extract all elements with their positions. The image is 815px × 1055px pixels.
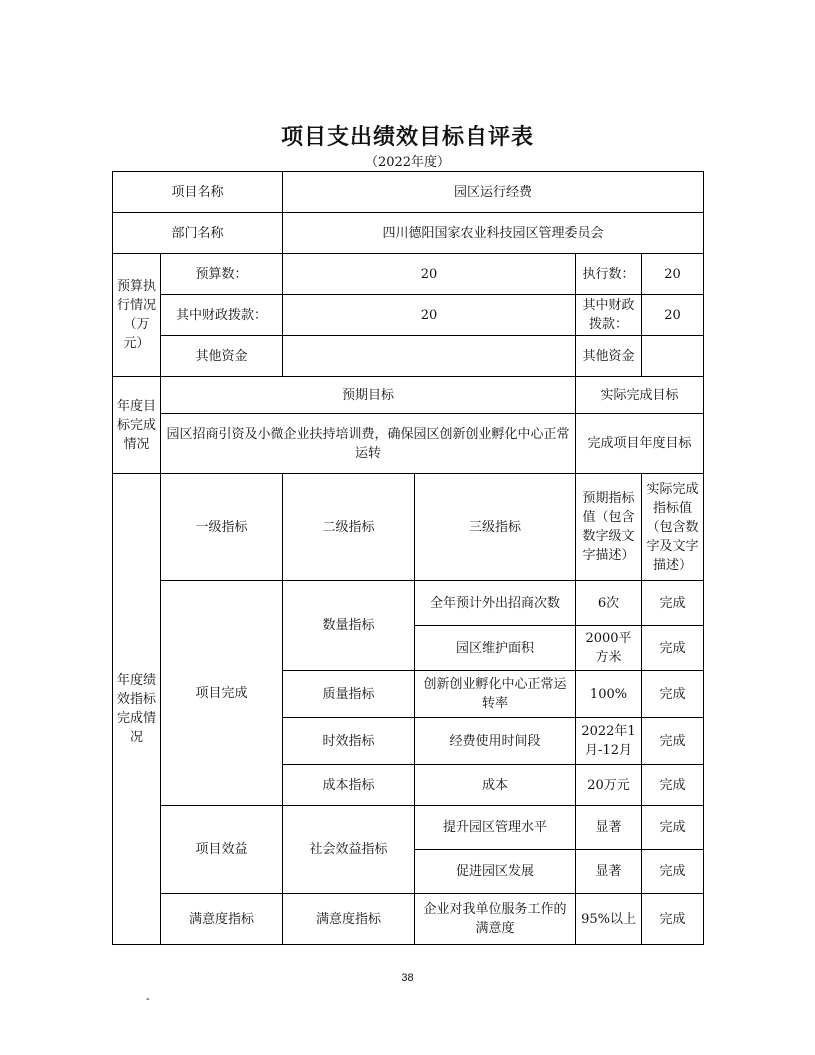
page-title: 项目支出绩效目标自评表 <box>280 125 534 150</box>
expected-value-cell: 2000平方米 <box>576 626 642 671</box>
satisfaction-label: 满意度指标 <box>161 894 283 945</box>
other-funds-label-2: 其他资金 <box>576 336 642 377</box>
fiscal-label: 其中财政拨款： <box>161 295 283 336</box>
actual-value-cell: 完成 <box>642 894 704 945</box>
level3-cell: 促进园区发展 <box>415 850 576 894</box>
fiscal-label-2: 其中财政拨款： <box>576 295 642 336</box>
page-number: 38 <box>401 972 414 984</box>
footer-mark: - <box>146 993 150 1005</box>
actual-value-cell: 完成 <box>642 806 704 850</box>
year-subtitle: （2022年度） <box>364 155 451 170</box>
budget-row <box>113 254 704 295</box>
cost-indicator-label: 成本指标 <box>283 765 415 806</box>
level3-cell: 园区维护面积 <box>415 626 576 671</box>
execution-value: 20 <box>642 254 704 295</box>
satisfaction-indicator-label: 满意度指标 <box>283 894 415 945</box>
self-evaluation-table <box>112 171 704 945</box>
expected-goal-text: 园区招商引资及小微企业扶持培训费，确保园区创新创业孵化中心正常运转 <box>161 414 576 474</box>
level2-header: 二级指标 <box>283 474 415 581</box>
expected-value-cell: 100% <box>576 671 642 718</box>
actual-value-cell: 完成 <box>642 850 704 894</box>
budget-value: 20 <box>283 254 576 295</box>
actual-value-cell: 完成 <box>642 581 704 626</box>
expected-value-cell: 6次 <box>576 581 642 626</box>
table-row <box>113 581 704 626</box>
quantity-indicator-label: 数量指标 <box>283 581 415 671</box>
indicator-section-label: 年度绩效指标完成情况 <box>113 474 161 945</box>
department-value: 四川德阳国家农业科技园区管理委员会 <box>283 213 704 254</box>
level3-header: 三级指标 <box>415 474 576 581</box>
project-name-label: 项目名称 <box>113 172 283 213</box>
fiscal-value-2: 20 <box>642 295 704 336</box>
project-benefit-label: 项目效益 <box>161 806 283 894</box>
table-row <box>113 806 704 850</box>
fiscal-value: 20 <box>283 295 576 336</box>
table-row <box>113 894 704 945</box>
expected-value-cell: 显著 <box>576 806 642 850</box>
budget-label: 预算数： <box>161 254 283 295</box>
fiscal-row <box>113 295 704 336</box>
expected-value-cell: 95%以上 <box>576 894 642 945</box>
level3-cell: 创新创业孵化中心正常运转率 <box>415 671 576 718</box>
other-funds-row <box>113 336 704 377</box>
level3-cell: 企业对我单位服务工作的满意度 <box>415 894 576 945</box>
level3-cell: 经费使用时间段 <box>415 718 576 765</box>
actual-value-cell: 完成 <box>642 626 704 671</box>
project-completion-label: 项目完成 <box>161 581 283 806</box>
expected-value-cell: 2022年1月-12月 <box>576 718 642 765</box>
execution-label: 执行数： <box>576 254 642 295</box>
indicator-header-row <box>113 474 704 581</box>
other-funds-value-2 <box>642 336 704 377</box>
other-funds-label: 其他资金 <box>161 336 283 377</box>
expected-value-cell: 显著 <box>576 850 642 894</box>
expected-value-cell: 20万元 <box>576 765 642 806</box>
actual-goal-text: 完成项目年度目标 <box>576 414 704 474</box>
budget-section-label: 预算执行情况（万元） <box>113 254 161 377</box>
timeliness-indicator-label: 时效指标 <box>283 718 415 765</box>
social-benefit-indicator-label: 社会效益指标 <box>283 806 415 894</box>
actual-value-cell: 完成 <box>642 671 704 718</box>
expected-value-header: 预期指标值（包含数字级文字描述） <box>576 474 642 581</box>
project-name-value: 园区运行经费 <box>283 172 704 213</box>
project-name-row <box>113 172 704 213</box>
quality-indicator-label: 质量指标 <box>283 671 415 718</box>
annual-goal-section-label: 年度目标完成情况 <box>113 377 161 474</box>
level1-header: 一级指标 <box>161 474 283 581</box>
annual-goal-row <box>113 414 704 474</box>
actual-value-cell: 完成 <box>642 718 704 765</box>
level3-cell: 成本 <box>415 765 576 806</box>
actual-value-cell: 完成 <box>642 765 704 806</box>
expected-goal-header: 预期目标 <box>161 377 576 414</box>
annual-goal-header-row <box>113 377 704 414</box>
level3-cell: 全年预计外出招商次数 <box>415 581 576 626</box>
actual-value-header: 实际完成指标值（包含数字及文字描述） <box>642 474 704 581</box>
department-row <box>113 213 704 254</box>
other-funds-value <box>283 336 576 377</box>
actual-goal-header: 实际完成目标 <box>576 377 704 414</box>
department-label: 部门名称 <box>113 213 283 254</box>
level3-cell: 提升园区管理水平 <box>415 806 576 850</box>
